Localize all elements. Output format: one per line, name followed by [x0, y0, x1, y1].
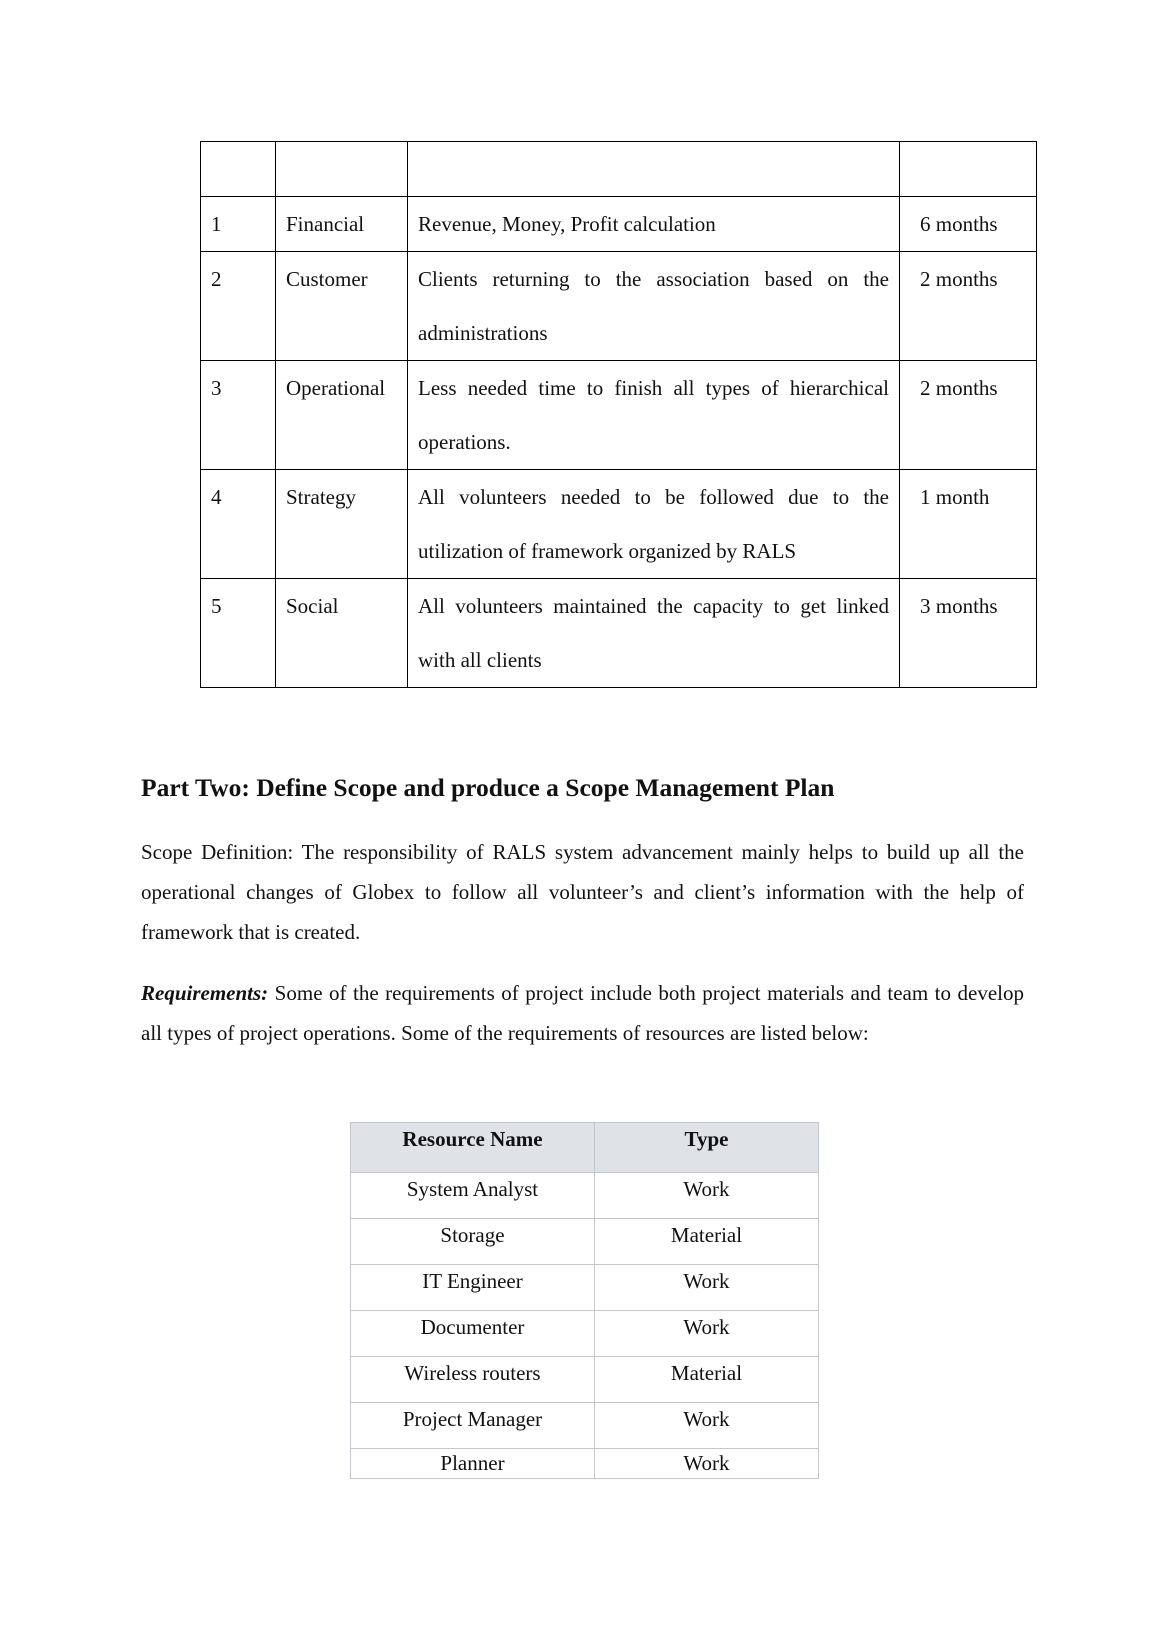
table-row	[351, 1357, 819, 1403]
row-duration: 3 months	[900, 579, 1037, 688]
table-header-row	[201, 142, 1037, 197]
row-category: Social	[276, 579, 408, 688]
row-category: Customer	[276, 252, 408, 361]
table-header-row	[351, 1123, 819, 1173]
row-duration: 2 months	[900, 361, 1037, 470]
requirements-text: Some of the requirements of project include both project materials and team to develop all types of project operations. Some of the requirements of resources are listed below:	[141, 981, 1024, 1045]
resource-type: Work	[595, 1449, 819, 1479]
table-row	[201, 361, 1037, 470]
resource-type: Work	[595, 1311, 819, 1357]
table-row	[351, 1311, 819, 1357]
row-number: 1	[201, 197, 276, 252]
row-description: Less needed time to finish all types of hierarchical operations.	[408, 361, 900, 470]
row-description: Clients returning to the association based on the administrations	[408, 252, 900, 361]
row-duration: 6 months	[900, 197, 1037, 252]
resource-type: Material	[595, 1357, 819, 1403]
resource-name: Wireless routers	[351, 1357, 595, 1403]
table-cell	[900, 142, 1037, 197]
scope-definition-paragraph: Scope Definition: The responsibility of RALS system advancement mainly helps to build up all the operational changes of Globex to follow all volunteer’s and client’s information with the help of framework that is created.	[141, 840, 1024, 944]
table-row	[351, 1449, 819, 1479]
kpi-table	[200, 141, 1037, 688]
row-category: Operational	[276, 361, 408, 470]
table-cell	[201, 142, 276, 197]
header-type: Type	[595, 1123, 819, 1173]
row-number: 3	[201, 361, 276, 470]
resource-table	[350, 1122, 819, 1479]
row-description: All volunteers maintained the capacity to get linked with all clients	[408, 579, 900, 688]
row-category: Strategy	[276, 470, 408, 579]
row-number: 5	[201, 579, 276, 688]
table-row	[201, 197, 1037, 252]
requirements-label: Requirements:	[141, 981, 269, 1005]
row-description: Revenue, Money, Profit calculation	[408, 197, 900, 252]
resource-name: Storage	[351, 1219, 595, 1265]
row-duration: 1 month	[900, 470, 1037, 579]
table-row	[351, 1265, 819, 1311]
header-resource-name: Resource Name	[351, 1123, 595, 1173]
resource-type: Material	[595, 1219, 819, 1265]
row-description: All volunteers needed to be followed due to the utilization of framework organized by RALS	[408, 470, 900, 579]
table-row	[201, 470, 1037, 579]
resource-type: Work	[595, 1265, 819, 1311]
row-category: Financial	[276, 197, 408, 252]
resource-name: Project Manager	[351, 1403, 595, 1449]
resource-type: Work	[595, 1403, 819, 1449]
table-cell	[408, 142, 900, 197]
table-row	[201, 579, 1037, 688]
resource-name: IT Engineer	[351, 1265, 595, 1311]
section-heading: Part Two: Define Scope and produce a Scope Management Plan	[141, 773, 835, 802]
row-number: 4	[201, 470, 276, 579]
resource-type: Work	[595, 1173, 819, 1219]
row-duration: 2 months	[900, 252, 1037, 361]
requirements-paragraph	[141, 973, 1024, 1053]
table-row	[351, 1403, 819, 1449]
resource-name: System Analyst	[351, 1173, 595, 1219]
resource-name: Planner	[351, 1449, 595, 1479]
table-row	[351, 1219, 819, 1265]
row-number: 2	[201, 252, 276, 361]
table-cell	[276, 142, 408, 197]
resource-name: Documenter	[351, 1311, 595, 1357]
table-row	[201, 252, 1037, 361]
table-row	[351, 1173, 819, 1219]
